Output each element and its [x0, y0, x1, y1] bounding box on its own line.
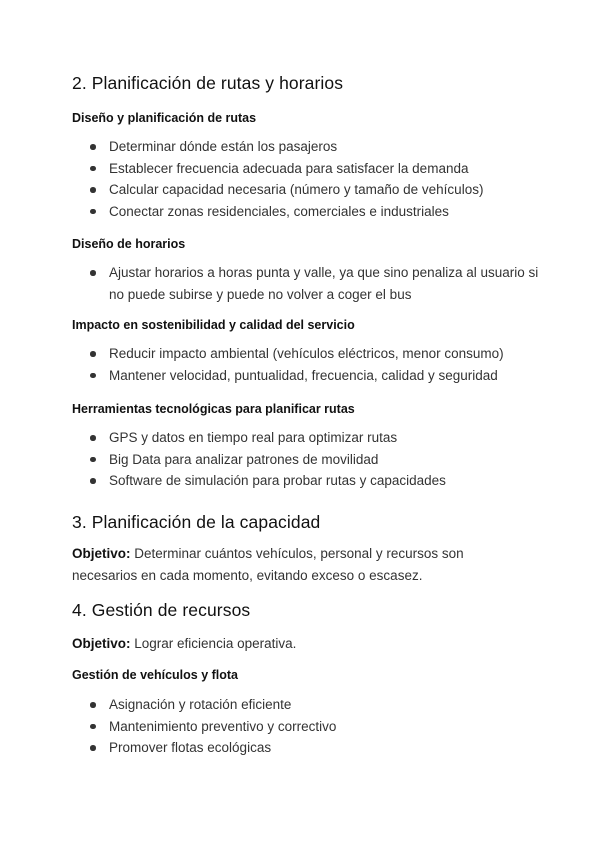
list-item: Reducir impacto ambiental (vehículos eléctricos, menor consumo)	[90, 343, 540, 365]
bullet-icon	[90, 144, 96, 150]
bullet-icon	[90, 724, 96, 730]
tech-tools-list	[90, 427, 540, 492]
list-item: Asignación y rotación eficiente	[90, 694, 540, 716]
list-item: Mantener velocidad, puntualidad, frecuencia, calidad y seguridad	[90, 365, 540, 387]
objective-label: Objetivo:	[72, 546, 131, 561]
sustainability-heading: Impacto en sostenibilidad y calidad del servicio	[72, 318, 355, 332]
list-item: Promover flotas ecológicas	[90, 737, 540, 759]
list-item: Calcular capacidad necesaria (número y tamaño de vehículos)	[90, 179, 540, 201]
schedule-design-heading: Diseño de horarios	[72, 237, 186, 251]
capacity-objective	[72, 543, 532, 586]
route-design-list	[90, 136, 540, 222]
list-item: Conectar zonas residenciales, comerciales e industriales	[90, 201, 540, 223]
bullet-icon	[90, 209, 96, 215]
bullet-icon	[90, 478, 96, 484]
bullet-icon	[90, 702, 96, 708]
list-item: Determinar dónde están los pasajeros	[90, 136, 540, 158]
objective-text: Lograr eficiencia operativa.	[130, 636, 297, 651]
fleet-list	[90, 694, 540, 759]
bullet-icon	[90, 457, 96, 463]
list-item: Ajustar horarios a horas punta y valle, ya que sino penaliza al usuario si no puede subirse y puede no volver a coger el bus	[90, 262, 540, 305]
objective-label: Objetivo:	[72, 636, 131, 651]
bullet-icon	[90, 187, 96, 193]
sustainability-list	[90, 343, 540, 386]
bullet-icon	[90, 351, 96, 357]
resources-objective	[72, 633, 532, 655]
bullet-icon	[90, 745, 96, 751]
bullet-icon	[90, 373, 96, 379]
schedule-design-list	[90, 262, 540, 305]
fleet-heading: Gestión de vehículos y flota	[72, 668, 239, 682]
objective-text: Determinar cuántos vehículos, personal y recursos son necesarios en cada momento, evitando exceso o escasez.	[72, 546, 464, 583]
list-item: Big Data para analizar patrones de movilidad	[90, 449, 540, 471]
bullet-icon	[90, 270, 96, 276]
bullet-icon	[90, 435, 96, 441]
list-item: GPS y datos en tiempo real para optimizar rutas	[90, 427, 540, 449]
section-3-heading: 3. Planificación de la capacidad	[72, 512, 321, 532]
list-item: Software de simulación para probar rutas y capacidades	[90, 470, 540, 492]
list-item: Establecer frecuencia adecuada para satisfacer la demanda	[90, 158, 540, 180]
list-item: Mantenimiento preventivo y correctivo	[90, 716, 540, 738]
section-4-heading: 4. Gestión de recursos	[72, 600, 251, 620]
tech-tools-heading: Herramientas tecnológicas para planificar rutas	[72, 402, 355, 416]
route-design-heading: Diseño y planificación de rutas	[72, 111, 257, 125]
section-2-heading: 2. Planificación de rutas y horarios	[72, 73, 344, 93]
bullet-icon	[90, 166, 96, 172]
